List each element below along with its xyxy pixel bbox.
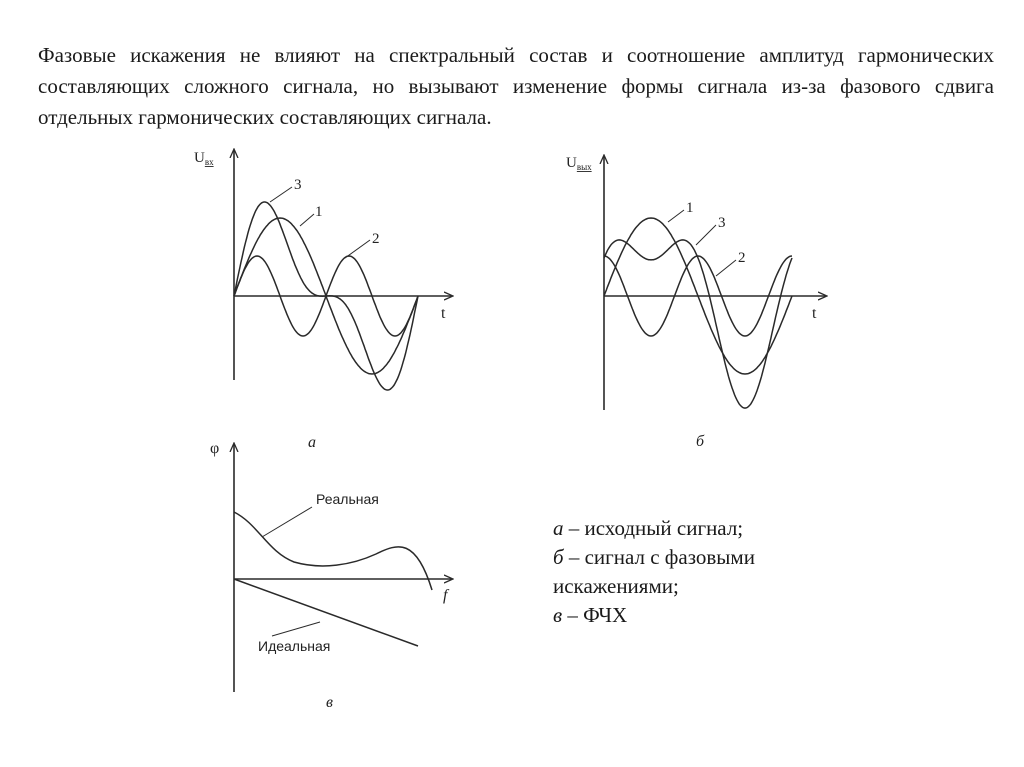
figure-b-label-1: 1: [686, 200, 694, 216]
legend-item-v: в – ФЧХ: [553, 603, 628, 627]
figure-c: [210, 440, 452, 711]
figure-b-caption: б: [696, 433, 705, 450]
legend-item-b: б – сигнал с фазовыми искажениями;: [553, 545, 755, 598]
figure-b-leader-1: [668, 210, 684, 222]
figure-b-leader-3: [696, 225, 716, 245]
figure-b-leader-2: [716, 260, 736, 276]
figure-a-leader-3: [270, 187, 292, 202]
figure-a-caption: а: [308, 434, 316, 451]
figure-b-label-2: 2: [738, 250, 746, 266]
figure-a-label-1: 1: [315, 204, 323, 220]
figure-a-label-2: 2: [372, 231, 380, 247]
description-paragraph: Фазовые искажения не влияют на спектральный состав и соотношение амплитуд гармонических составляющих сложного сигнала, но вызывают изменение формы сигнала из-за фазового сдвига отдельных гармонических составляющих сигнала.: [38, 43, 994, 129]
figure-c-x-label: f: [443, 587, 448, 604]
figure-a-x-label: t: [441, 305, 446, 322]
legend-item-a: а – исходный сигнал;: [553, 516, 744, 540]
figure-c-y-label: φ: [210, 440, 220, 457]
figure-a: [194, 150, 452, 451]
figure-c-real-label: Реальная: [316, 491, 379, 507]
figure-c-ideal-line: [234, 579, 418, 646]
figure-b-curve-3: [604, 240, 792, 408]
figure-a-leader-1: [300, 214, 314, 226]
figure-c-leader-ideal: [272, 622, 320, 636]
figure-c-ideal-label: Идеальная: [258, 638, 331, 654]
figure-a-y-label: $U_{вх}$: [194, 150, 214, 167]
figure-b-label-3: 3: [718, 215, 726, 231]
figure-c-caption: в: [326, 694, 333, 711]
figure-b: [566, 155, 826, 450]
legend: [553, 514, 853, 630]
figure-a-leader-2: [345, 240, 370, 258]
figure-b-y-label: $U_{вых}$: [566, 155, 592, 172]
figure-c-leader-real: [262, 507, 312, 537]
figure-b-x-label: t: [812, 305, 817, 322]
figure-a-label-3: 3: [294, 177, 302, 193]
